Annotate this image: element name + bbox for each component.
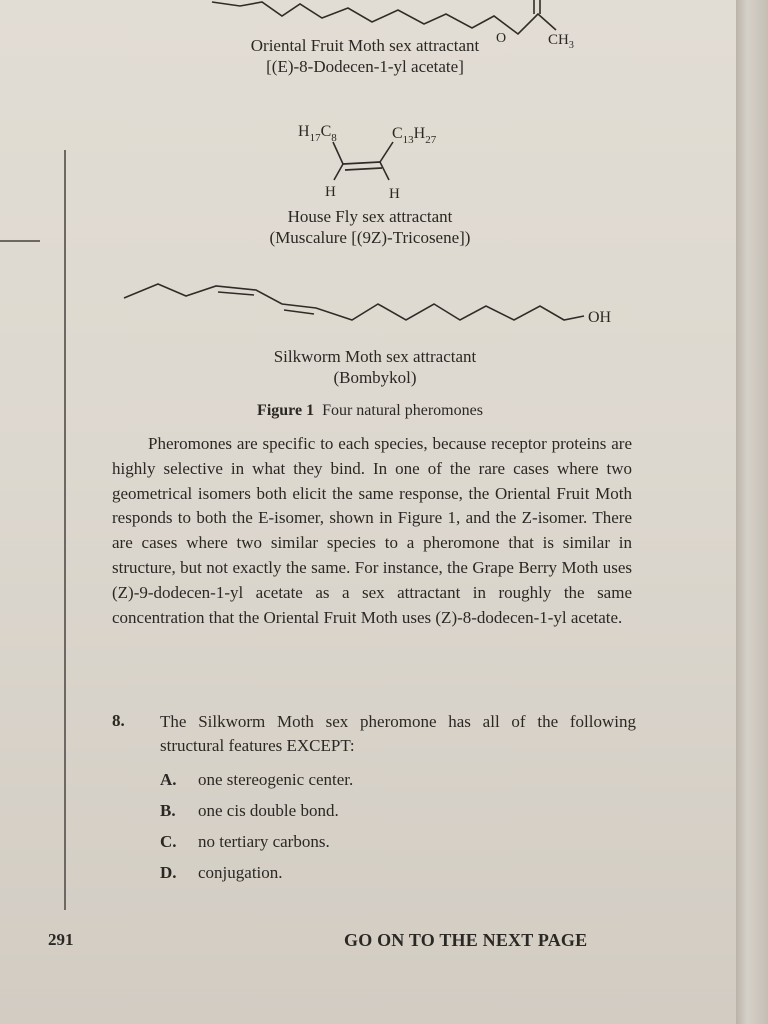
- house-fly-bond-right-down: [380, 162, 389, 180]
- silkworm-double-bond-2: [284, 310, 314, 314]
- page-edge-shadow: [736, 0, 768, 1024]
- silkworm-systematic: (Bombykol): [333, 368, 417, 387]
- house-fly-caption: [220, 206, 520, 248]
- option-b-letter: B.: [160, 801, 176, 820]
- option-b[interactable]: [160, 801, 339, 821]
- silkworm-caption: [225, 346, 525, 388]
- figure-caption-text: Four natural pheromones: [322, 402, 483, 419]
- figure-label: Figure 1: [257, 402, 315, 419]
- oriental-fruit-moth-chain: [212, 2, 556, 34]
- option-d-letter: D.: [160, 863, 177, 882]
- option-a-letter: A.: [160, 770, 177, 789]
- oriental-fruit-moth-systematic: [(E)-8-Dodecen-1-yl acetate]: [266, 57, 464, 76]
- house-fly-systematic: (Muscalure [(9Z)-Tricosene]): [269, 228, 471, 247]
- molecule-silkworm-moth-structure: [0, 270, 736, 340]
- house-fly-bond-left-up: [333, 142, 343, 164]
- question-number: 8.: [112, 711, 125, 730]
- passage-paragraph: [112, 432, 632, 630]
- margin-rule: [64, 150, 66, 910]
- ester-oxygen-label: O: [496, 31, 507, 46]
- house-fly-bond-right-up: [380, 142, 393, 162]
- house-fly-h-right: H: [389, 186, 400, 202]
- next-page-notice: GO ON TO THE NEXT PAGE: [344, 930, 588, 950]
- option-d-text: conjugation.: [198, 863, 283, 882]
- silkworm-chain: [124, 284, 584, 320]
- option-a[interactable]: [160, 770, 353, 790]
- hydroxyl-label: OH: [588, 309, 612, 326]
- house-fly-double-bond-1: [343, 162, 380, 164]
- question-stem: The Silkworm Moth sex pheromone has all of the following structural features EXCEPT:: [160, 712, 636, 755]
- oriental-fruit-moth-caption: [200, 35, 530, 77]
- option-c-text: no tertiary carbons.: [198, 832, 330, 851]
- page-number: 291: [48, 930, 74, 949]
- option-d[interactable]: [160, 863, 283, 883]
- option-a-text: one stereogenic center.: [198, 770, 354, 789]
- silkworm-name: Silkworm Moth sex attractant: [273, 347, 477, 366]
- house-fly-bond-left-down: [334, 164, 343, 180]
- margin-tick: [0, 240, 40, 242]
- option-c[interactable]: [160, 832, 330, 852]
- methyl-label: $CH_3$: [548, 32, 574, 51]
- house-fly-left-group: $H_{17}C_8$: [298, 123, 337, 144]
- house-fly-h-left: H: [325, 184, 336, 200]
- molecule-house-fly-structure: [0, 110, 736, 210]
- house-fly-double-bond-2: [345, 168, 382, 170]
- oriental-fruit-moth-name: Oriental Fruit Moth sex attractant: [250, 36, 480, 55]
- silkworm-double-bond-1: [218, 292, 254, 295]
- figure-caption: [190, 402, 550, 420]
- option-b-text: one cis double bond.: [198, 801, 339, 820]
- house-fly-right-group: $C_{13}H_{27}$: [392, 125, 437, 146]
- passage-text: Pheromones are specific to each species, because receptor proteins are highly selective in what they bind. In one of the rare cases where two geometrical isomers both elicit the same response, the Oriental Fruit Moth responds to both the E-isomer, shown in Figure 1, and the Z-isomer. There are cases where two similar species to a pheromone that is similar in structure, but not exactly the same. For instance, the Grape Berry Moth uses (Z)-9-dodecen-1-yl acetate as a sex attractant in roughly the same concentration that the Oriental Fruit Moth uses (Z)-8-dodecen-1-yl acetate.: [112, 434, 632, 627]
- option-c-letter: C.: [160, 832, 177, 851]
- house-fly-name: House Fly sex attractant: [287, 207, 453, 226]
